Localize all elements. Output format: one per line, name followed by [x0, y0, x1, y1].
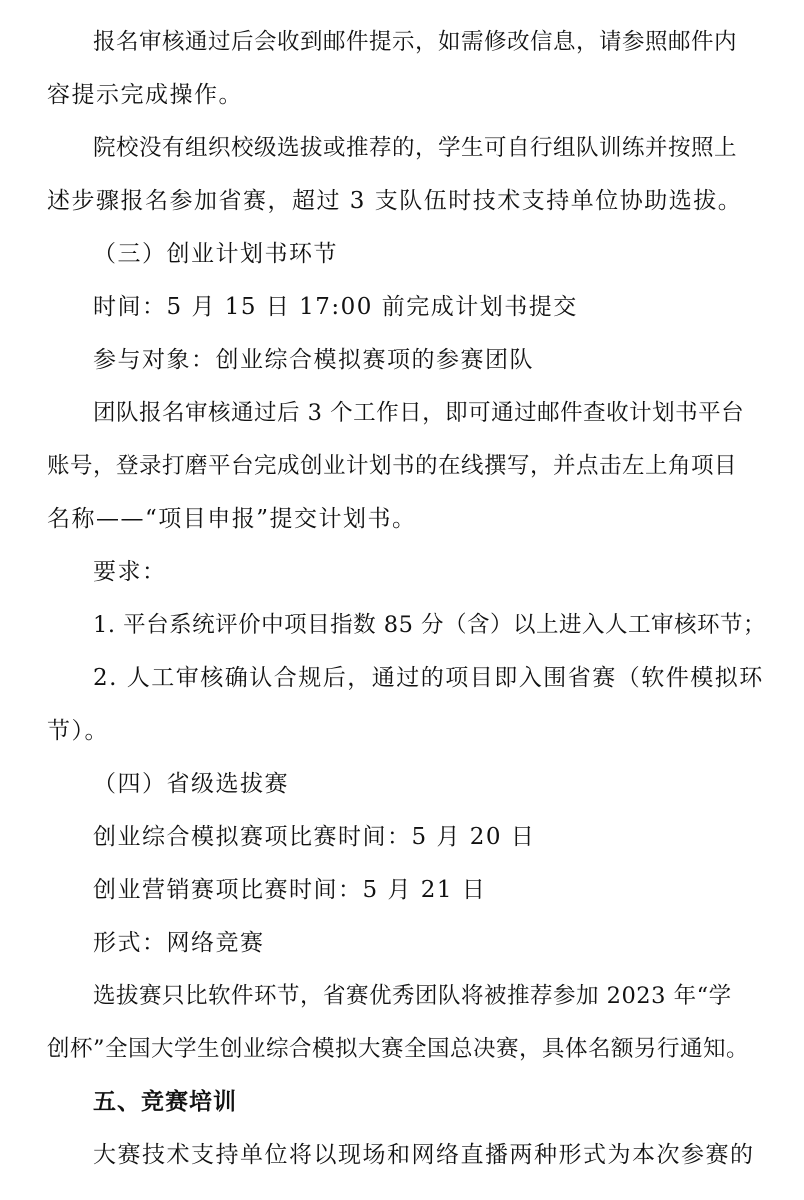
list-item: 节）。 [47, 718, 109, 744]
paragraph-line: 报名审核通过后会收到邮件提示，如需修改信息，请参照邮件内 [93, 29, 738, 55]
paragraph-line: 选拔赛只比软件环节，省赛优秀团队将被推荐参加 2023 年“学 [93, 983, 732, 1009]
paragraph-line: 形式：网络竞赛 [93, 930, 265, 956]
paragraph-line: 创业营销赛项比赛时间：5 月 21 日 [93, 877, 487, 903]
list-item: 2. 人工审核确认合规后，通过的项目即入围省赛（软件模拟环 [93, 665, 764, 691]
paragraph-line: 创业综合模拟赛项比赛时间：5 月 20 日 [93, 824, 536, 850]
section-subheading: （四）省级选拔赛 [93, 771, 289, 797]
paragraph-line: 账号，登录打磨平台完成创业计划书的在线撰写，并点击左上角项目 [47, 453, 738, 479]
paragraph-line: 容提示完成操作。 [47, 82, 243, 108]
paragraph-line: 大赛技术支持单位将以现场和网络直播两种形式为本次参赛的 [93, 1142, 755, 1168]
paragraph-line: 述步骤报名参加省赛，超过 3 支队伍时技术支持单位协助选拔。 [47, 188, 743, 214]
section-heading: 五、竞赛培训 [93, 1089, 237, 1115]
paragraph-line: 团队报名审核通过后 3 个工作日，即可通过邮件查收计划书平台 [93, 400, 745, 426]
paragraph-line: 参与对象：创业综合模拟赛项的参赛团队 [93, 347, 534, 373]
section-subheading: （三）创业计划书环节 [93, 241, 338, 267]
paragraph-line: 院校没有组织校级选拔或推荐的，学生可自行组队训练并按照上 [93, 135, 738, 161]
paragraph-line: 名称——“项目申报”提交计划书。 [47, 506, 417, 532]
list-item: 1. 平台系统评价中项目指数 85 分（含）以上进入人工审核环节； [93, 612, 767, 638]
paragraph-line: 要求： [93, 559, 167, 585]
paragraph-line: 时间：5 月 15 日 17:00 前完成计划书提交 [93, 294, 578, 320]
paragraph-line: 创杯”全国大学生创业综合模拟大赛全国总决赛，具体名额另行通知。 [47, 1036, 750, 1062]
